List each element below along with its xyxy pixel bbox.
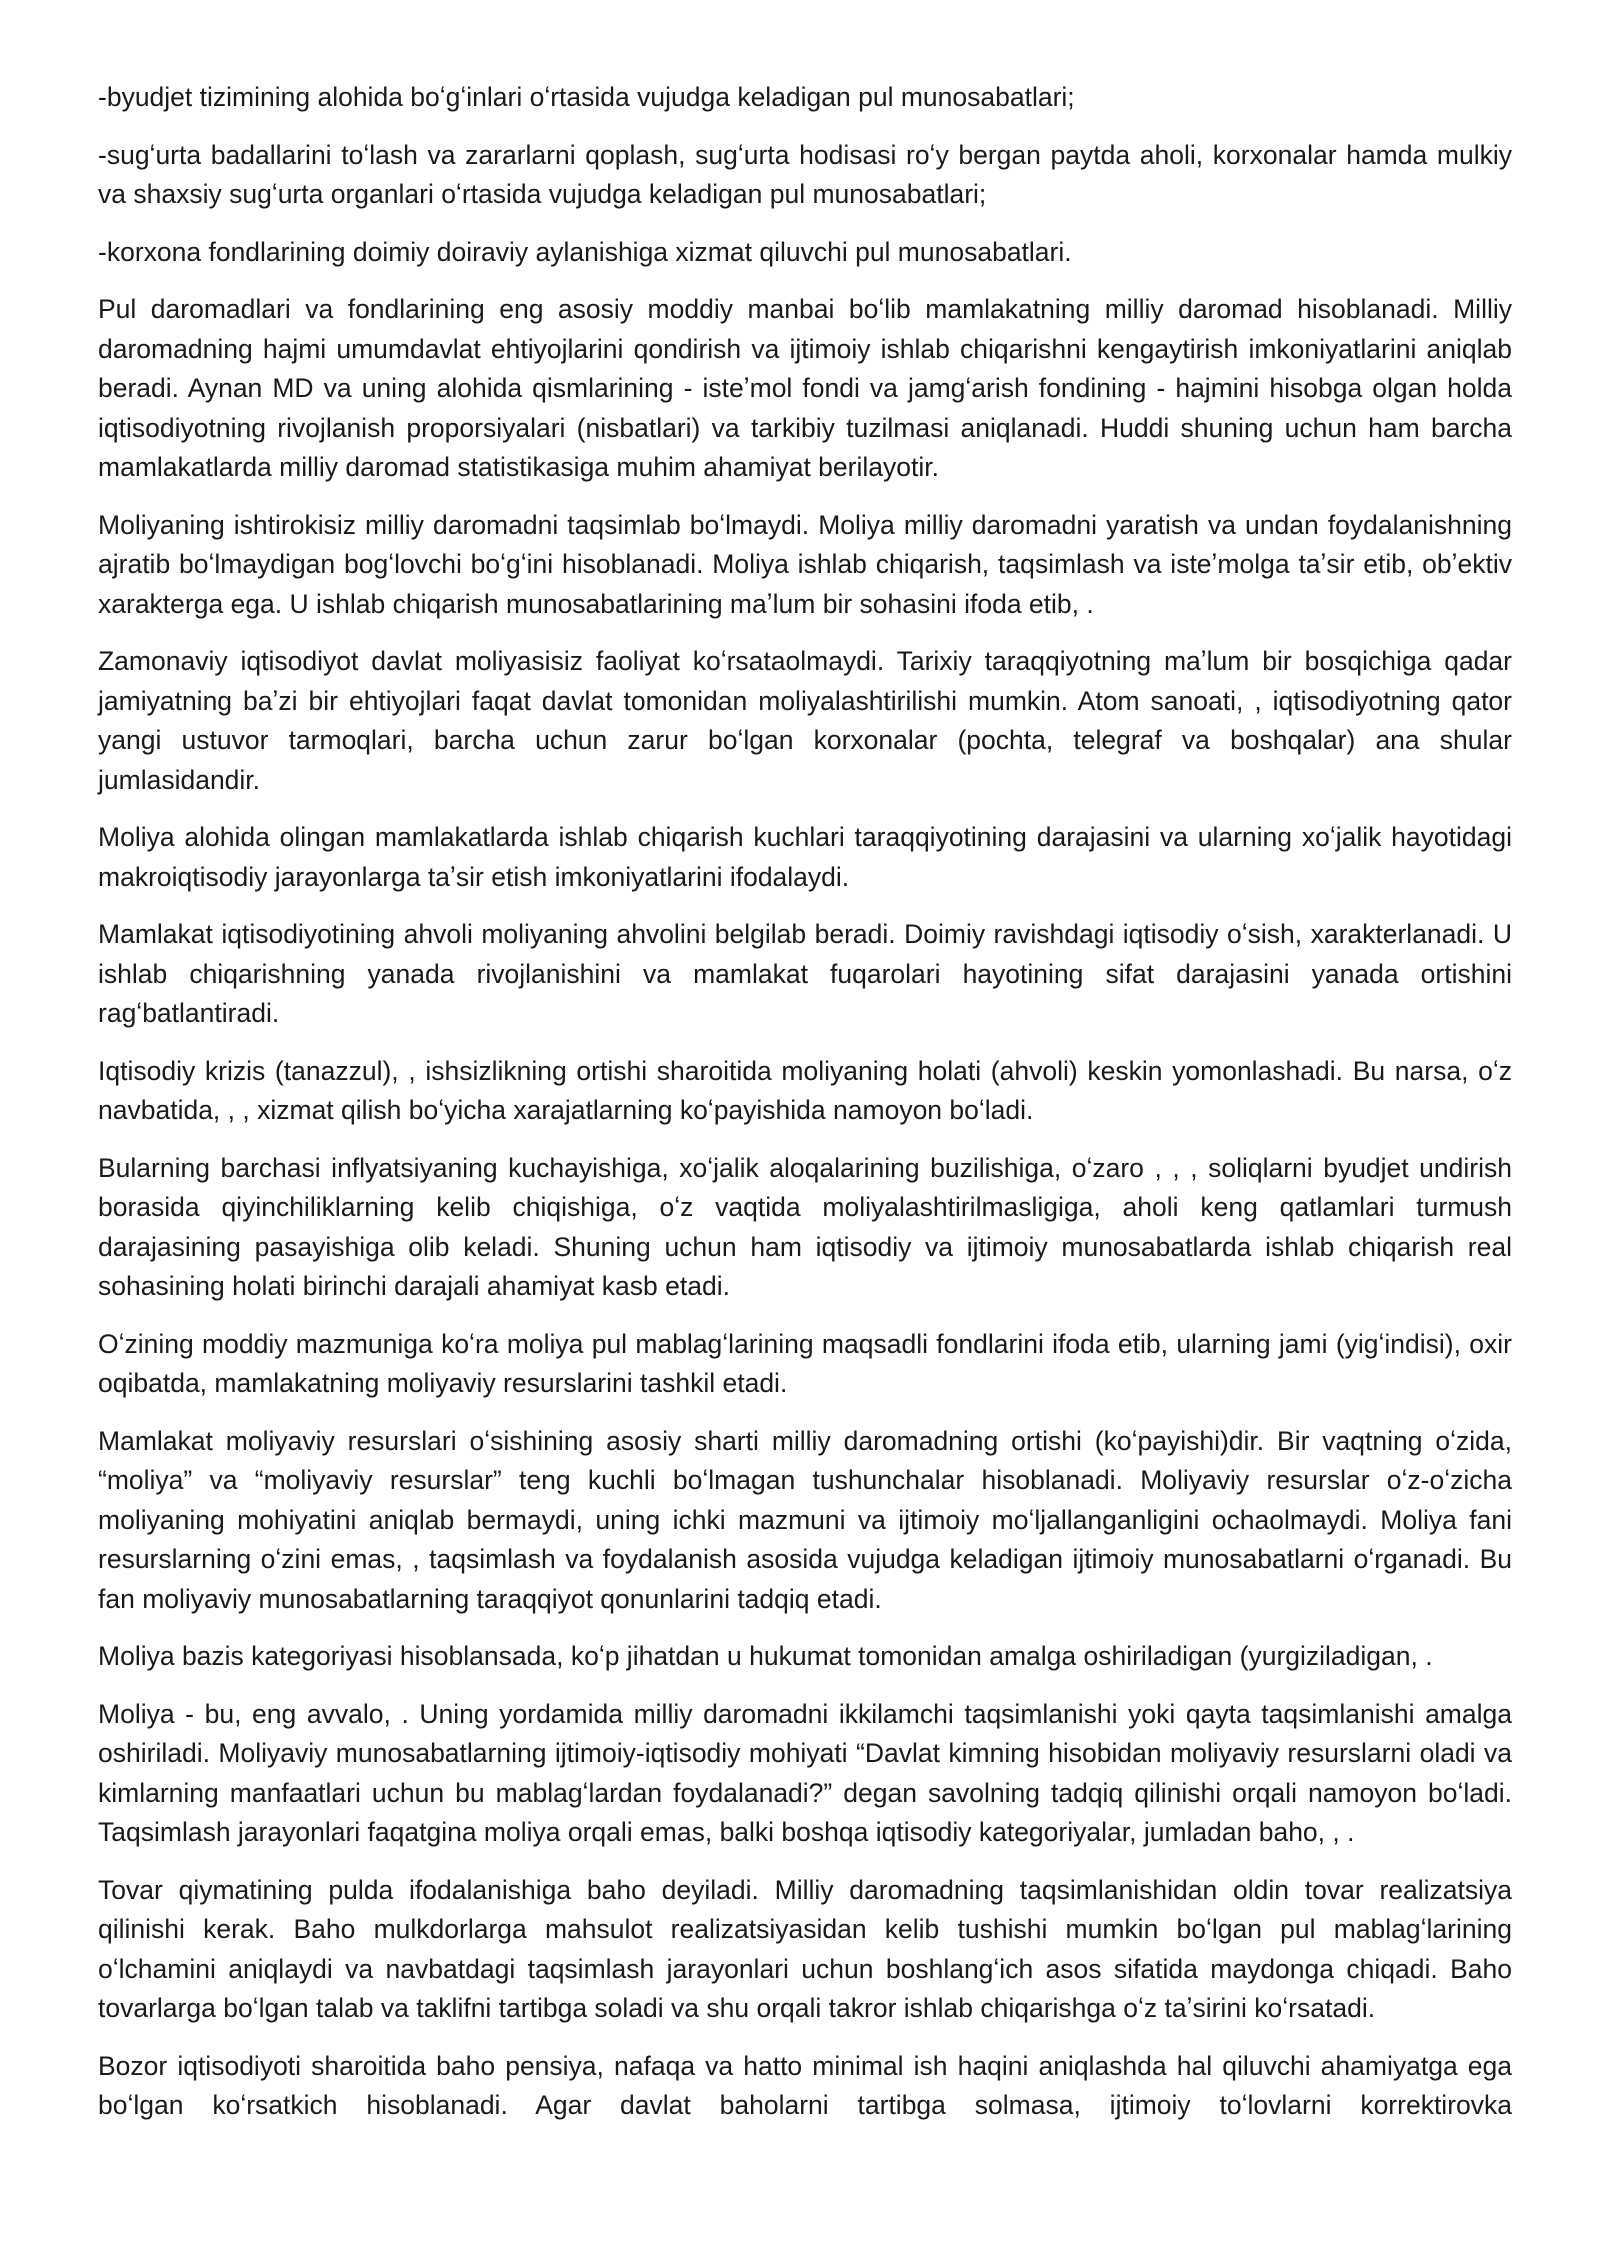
paragraph-7: Moliya alohida olingan mamlakatlarda ishlab chiqarish kuchlari taraqqiyotining darajasini va ularning xoʻjalik hayotidagi makroiqtisodiy jarayonlarga taʼsir etish imkoniyatlarini ifodalaydi.	[98, 822, 1512, 892]
paragraph-15: Tovar qiymatining pulda ifodalanishiga baho deyiladi. Milliy daromadning taqsimlanishidan oldin tovar realizatsiya qilinishi kerak. Baho mulkdorlarga mahsulot realizatsiyasidan kelib tushishi mumkin boʻlgan pul mablagʻlarining oʻlchamini aniqlaydi va navbatdagi taqsimlash jarayonlari uchun boshlangʻich asos sifatida maydonga chiqadi. Baho tovarlarga boʻlgan talab va taklifni tartibga soladi va shu orqali takror ishlab chiqarishga oʻz taʼsirini koʻrsatadi.	[98, 1874, 1512, 2023]
paragraph-2: -sugʻurta badallarini toʻlash va zararlarni qoplash, sugʻurta hodisasi roʻy bergan paytda aholi, korxonalar hamda mulkiy va shaxsiy sugʻurta organlari oʻrtasida vujudga keladigan pul munosabatlari;	[98, 139, 1512, 209]
paragraph-5: Moliyaning ishtirokisiz milliy daromadni taqsimlab boʻlmaydi. Moliya milliy daromadni yaratish va undan foydalanishning ajratib boʻlmaydigan bogʻlovchi boʻgʻini hisoblanadi. Moliya ishlab chiqarish, taqsimlash va isteʼmolga taʼsir etib, obʼektiv xarakterga ega. U ishlab chiqarish munosabatlarining maʼlum bir sohasini ifoda etib, .	[98, 509, 1512, 619]
paragraph-3: -korxona fondlarining doimiy doiraviy aylanishiga xizmat qiluvchi pul munosabatlari.	[98, 236, 1072, 267]
paragraph-13: Moliya bazis kategoriyasi hisoblansada, koʻp jihatdan u hukumat tomonidan amalga oshiriladigan (yurgiziladigan, .	[98, 1641, 1433, 1671]
paragraph-11: Oʻzining moddiy mazmuniga koʻra moliya pul mablagʻlarining maqsadli fondlarini ifoda etib, ularning jami (yigʻindisi), oxir oqibatda, mamlakatning moliyaviy resurslarini tashkil etadi.	[98, 1328, 1512, 1398]
paragraph-4: Pul daromadlari va fondlarining eng asosiy moddiy manbai boʻlib mamlakatning milliy daromad hisoblanadi. Milliy daromadning hajmi umumdavlat ehtiyojlarini qondirish va ijtimoiy ishlab chiqarishni kengaytirish imkoniyatlarini aniqlab beradi. Aynan MD va uning alohida qismlarining - isteʼmol fondi va jamgʻarish fondining - hajmini hisobga olgan holda iqtisodiyotning rivojlanish proporsiyalari (nisbatlari) va tarkibiy tuzilmasi aniqlanadi. Huddi shuning uchun ham barcha mamlakatlarda milliy daromad statistikasiga muhim ahamiyat berilayotir.	[98, 294, 1512, 482]
paragraph-6: Zamonaviy iqtisodiyot davlat moliyasisiz faoliyat koʻrsataolmaydi. Tarixiy taraqqiyotning maʼlum bir bosqichiga qadar jamiyatning baʼzi bir ehtiyojlari faqat davlat tomonidan moliyalashtirilishi mumkin. Atom sanoati, , iqtisodiyotning qator yangi ustuvor tarmoqlari, barcha uchun zarur boʻlgan korxonalar (pochta, telegraf va boshqalar) ana shular jumlasidandir.	[98, 646, 1512, 795]
document-page	[98, 78, 1512, 2126]
paragraph-9: Iqtisodiy krizis (tanazzul), , ishsizlikning ortishi sharoitida moliyaning holati (ahvoli) keskin yomonlashadi. Bu narsa, oʻz navbatida, , , xizmat qilish boʻyicha xarajatlarning koʻpayishida namoyon boʻladi.	[98, 1055, 1512, 1125]
paragraph-14: Moliya - bu, eng avvalo, . Uning yordamida milliy daromadni ikkilamchi taqsimlanishi yoki qayta taqsimlanishi amalga oshiriladi. Moliyaviy munosabatlarning ijtimoiy-iqtisodiy mohiyati “Davlat kimning hisobidan moliyaviy resurslarni oladi va kimlarning manfaatlari uchun bu mablagʻlardan foydalanadi?” degan savolning tadqiq qilinishi orqali namoyon boʻladi. Taqsimlash jarayonlari faqatgina moliya orqali emas, balki boshqa iqtisodiy kategoriyalar, jumladan baho, , .	[98, 1698, 1512, 1847]
paragraph-1: -byudjet tizimining alohida boʻgʻinlari oʻrtasida vujudga keladigan pul munosabatlari;	[98, 82, 1075, 112]
paragraph-8: Mamlakat iqtisodiyotining ahvoli moliyaning ahvolini belgilab beradi. Doimiy ravishdagi iqtisodiy oʻsish, xarakterlanadi. U ishlab chiqarishning yanada rivojlanishini va mamlakat fuqarolari hayotining sifat darajasini yanada ortishini ragʻbatlantiradi.	[98, 919, 1512, 1028]
paragraph-16: Bozor iqtisodiyoti sharoitida baho pensiya, nafaqa va hatto minimal ish haqini aniqlashda hal qiluvchi ahamiyatga ega boʻlgan koʻrsatkich hisoblanadi. Agar davlat baholarni tartibga solmasa, ijtimoiy toʻlovlarni korrektirovka	[98, 2050, 1512, 2120]
paragraph-10: Bularning barchasi inflyatsiyaning kuchayishiga, xoʻjalik aloqalarining buzilishiga, oʻzaro , , , soliqlarni byudjet undirish borasida qiyinchiliklarning kelib chiqishiga, oʻz vaqtida moliyalashtirilmasligiga, aholi keng qatlamlari turmush darajasining pasayishiga olib keladi. Shuning uchun ham iqtisodiy va ijtimoiy munosabatlarda ishlab chiqarish real sohasining holati birinchi darajali ahamiyat kasb etadi.	[98, 1152, 1512, 1301]
paragraph-12: Mamlakat moliyaviy resurslari oʻsishining asosiy sharti milliy daromadning ortishi (koʻpayishi)dir. Bir vaqtning oʻzida, “moliya” va “moliyaviy resurslar” teng kuchli boʻlmagan tushunchalar hisoblanadi. Moliyaviy resurslar oʻz-oʻzicha moliyaning mohiyatini aniqlab bermaydi, uning ichki mazmuni va ijtimoiy moʻljallanganligini ochaolmaydi. Moliya fani resurslarning oʻzini emas, , taqsimlash va foydalanish asosida vujudga keladigan ijtimoiy munosabatlarni oʻrganadi. Bu fan moliyaviy munosabatlarning taraqqiyot qonunlarini tadqiq etadi.	[98, 1425, 1512, 1614]
